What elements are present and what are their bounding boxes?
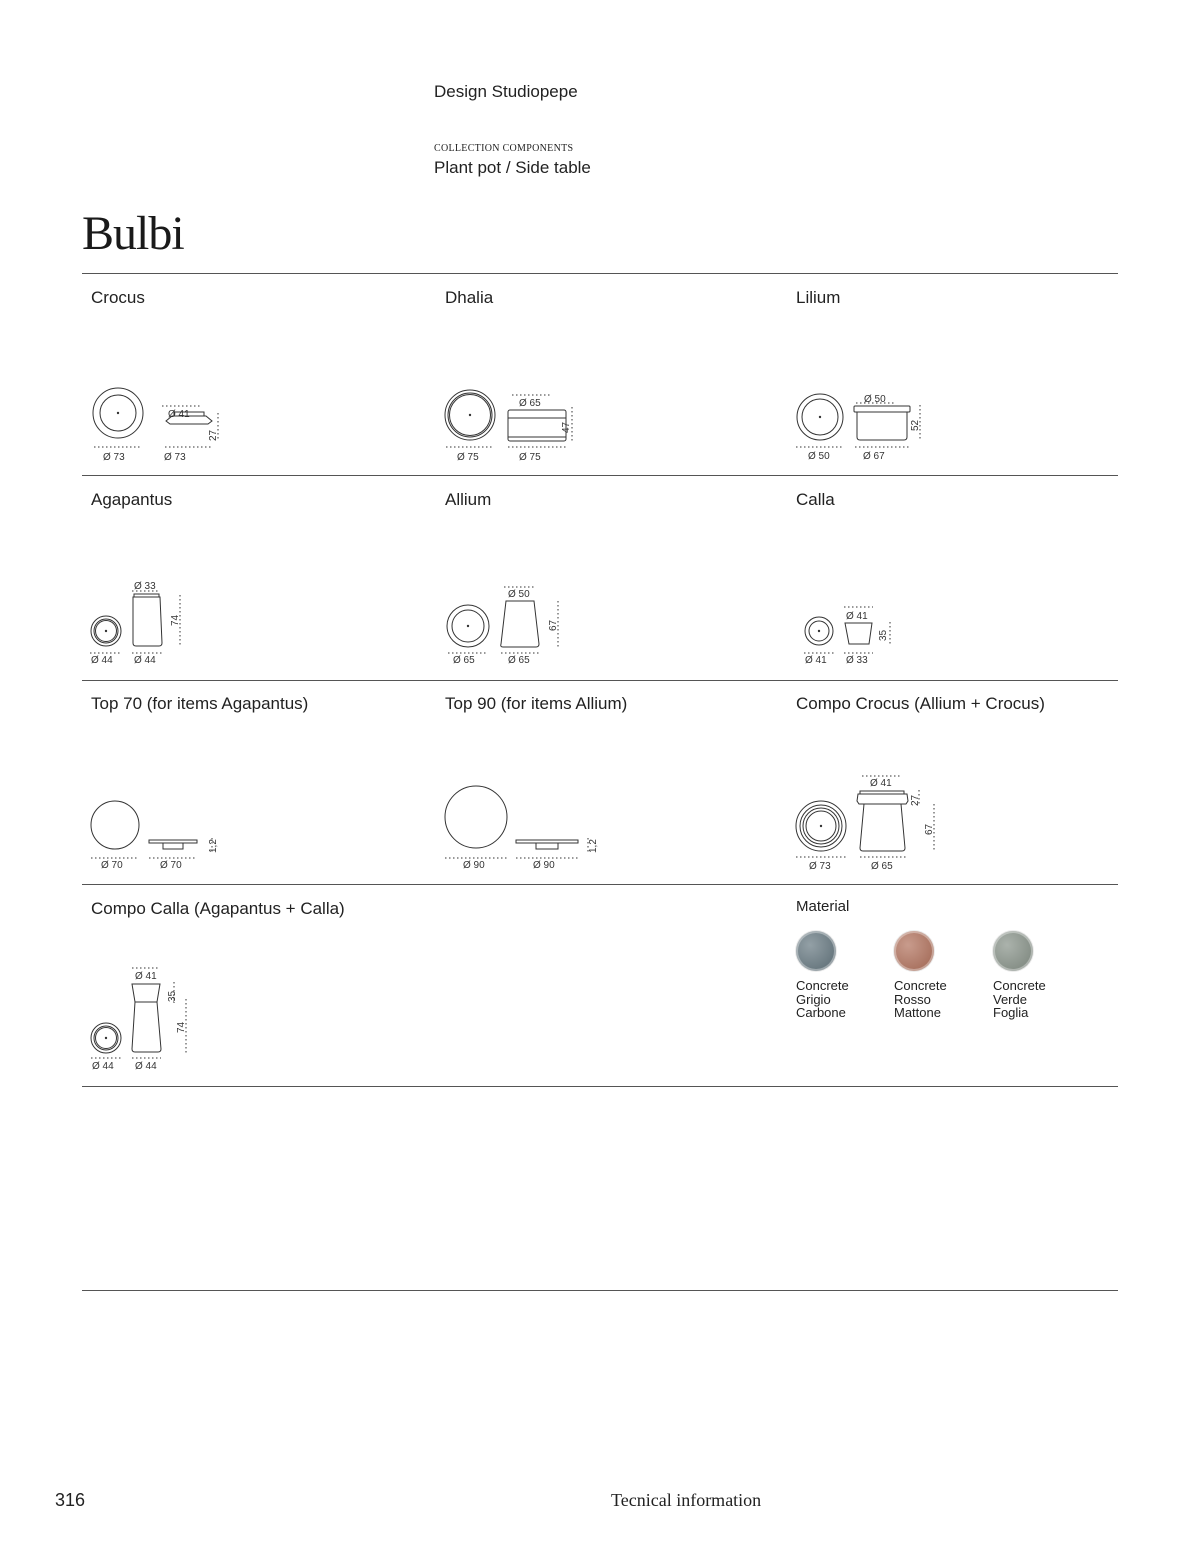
material-title: Material bbox=[796, 898, 850, 915]
compo-calla-drawing bbox=[88, 965, 238, 1075]
dim-label: Ø 65 bbox=[871, 861, 893, 872]
item-name: Top 70 (for items Agapantus) bbox=[91, 694, 309, 713]
dim-label: 74 bbox=[170, 614, 181, 626]
item-name: Lilium bbox=[796, 288, 841, 307]
components-label: COLLECTION COMPONENTS bbox=[434, 143, 574, 154]
item-name: Agapantus bbox=[91, 490, 173, 509]
dim-label: Ø 50 bbox=[808, 451, 830, 462]
dim-label: Ø 75 bbox=[519, 452, 541, 463]
dim-label: Ø 41 bbox=[805, 655, 827, 666]
divider bbox=[82, 475, 1118, 476]
dim-label: Ø 50 bbox=[508, 589, 530, 600]
dim-label: Ø 44 bbox=[92, 1061, 114, 1072]
dim-label: Ø 41 bbox=[870, 778, 892, 789]
dim-label: Ø 90 bbox=[463, 860, 485, 871]
dim-label: 35 bbox=[167, 990, 178, 1002]
material-label: Concrete Grigio Carbone bbox=[796, 978, 849, 1020]
agapantus-drawing bbox=[88, 575, 238, 670]
dim-label: Ø 70 bbox=[160, 860, 182, 871]
dim-label: Ø 33 bbox=[134, 581, 156, 592]
dim-label: Ø 73 bbox=[809, 861, 831, 872]
dhalia-drawing bbox=[442, 385, 592, 465]
divider bbox=[82, 884, 1118, 885]
divider bbox=[82, 680, 1118, 681]
dim-label: Ø 41 bbox=[846, 611, 868, 622]
material-option-rosso-mattone bbox=[894, 931, 984, 1020]
dim-label: Ø 73 bbox=[103, 452, 125, 463]
page-number: 316 bbox=[55, 1490, 86, 1510]
dim-label: 67 bbox=[924, 823, 935, 835]
top-90-drawing bbox=[440, 780, 610, 876]
material-label: Concrete Rosso Mattone bbox=[894, 978, 947, 1020]
dim-label: Ø 41 bbox=[168, 409, 190, 420]
dim-label: Ø 44 bbox=[91, 655, 113, 666]
material-option-verde-foglia bbox=[993, 931, 1083, 1020]
dim-label: 47 bbox=[561, 421, 572, 433]
material-label: Concrete Verde Foglia bbox=[993, 978, 1046, 1020]
dim-label: Ø 75 bbox=[457, 452, 479, 463]
dim-label: Ø 65 bbox=[453, 655, 475, 666]
item-name: Allium bbox=[445, 490, 492, 509]
dim-label: Ø 44 bbox=[134, 655, 156, 666]
dim-label: Ø 65 bbox=[508, 655, 530, 666]
dim-label: Ø 44 bbox=[135, 1061, 157, 1072]
compo-crocus-drawing bbox=[794, 770, 954, 875]
section-title: Tecnical information bbox=[611, 1490, 762, 1510]
calla-drawing bbox=[794, 600, 944, 670]
material-swatch bbox=[894, 931, 934, 971]
dim-label: 27 bbox=[208, 429, 219, 441]
item-name: Compo Crocus (Allium + Crocus) bbox=[796, 694, 1045, 713]
dim-label: Ø 70 bbox=[101, 860, 123, 871]
divider bbox=[82, 1290, 1118, 1291]
dim-label: Ø 73 bbox=[164, 452, 186, 463]
item-name: Calla bbox=[796, 490, 835, 509]
divider bbox=[82, 1086, 1118, 1087]
item-name: Top 90 (for items Allium) bbox=[445, 694, 628, 713]
material-option-grigio-carbone bbox=[796, 931, 886, 1020]
dim-label: 1,2 bbox=[588, 839, 599, 853]
dim-label: Ø 50 bbox=[864, 394, 886, 405]
top-70-drawing bbox=[86, 796, 236, 876]
dim-label: Ø 33 bbox=[846, 655, 868, 666]
dim-label: 74 bbox=[176, 1021, 187, 1033]
dim-label: 27 bbox=[910, 794, 921, 806]
page-title: Bulbi bbox=[82, 207, 184, 260]
dim-label: Ø 65 bbox=[519, 398, 541, 409]
item-name: Dhalia bbox=[445, 288, 494, 307]
item-name: Compo Calla (Agapantus + Calla) bbox=[91, 899, 345, 918]
dim-label: 1,2 bbox=[208, 839, 219, 853]
allium-drawing bbox=[442, 575, 592, 670]
material-swatch bbox=[796, 931, 836, 971]
designer-credit: Design Studiopepe bbox=[434, 82, 578, 101]
dim-label: Ø 90 bbox=[533, 860, 555, 871]
crocus-drawing bbox=[88, 385, 238, 465]
components-value: Plant pot / Side table bbox=[434, 158, 591, 177]
dim-label: Ø 41 bbox=[135, 971, 157, 982]
dim-label: Ø 67 bbox=[863, 451, 885, 462]
divider bbox=[82, 273, 1118, 274]
lilium-drawing bbox=[794, 385, 944, 465]
dim-label: 35 bbox=[878, 629, 889, 641]
dim-label: 52 bbox=[910, 419, 921, 431]
material-swatch bbox=[993, 931, 1033, 971]
dim-label: 67 bbox=[548, 619, 559, 631]
item-name: Crocus bbox=[91, 288, 145, 307]
